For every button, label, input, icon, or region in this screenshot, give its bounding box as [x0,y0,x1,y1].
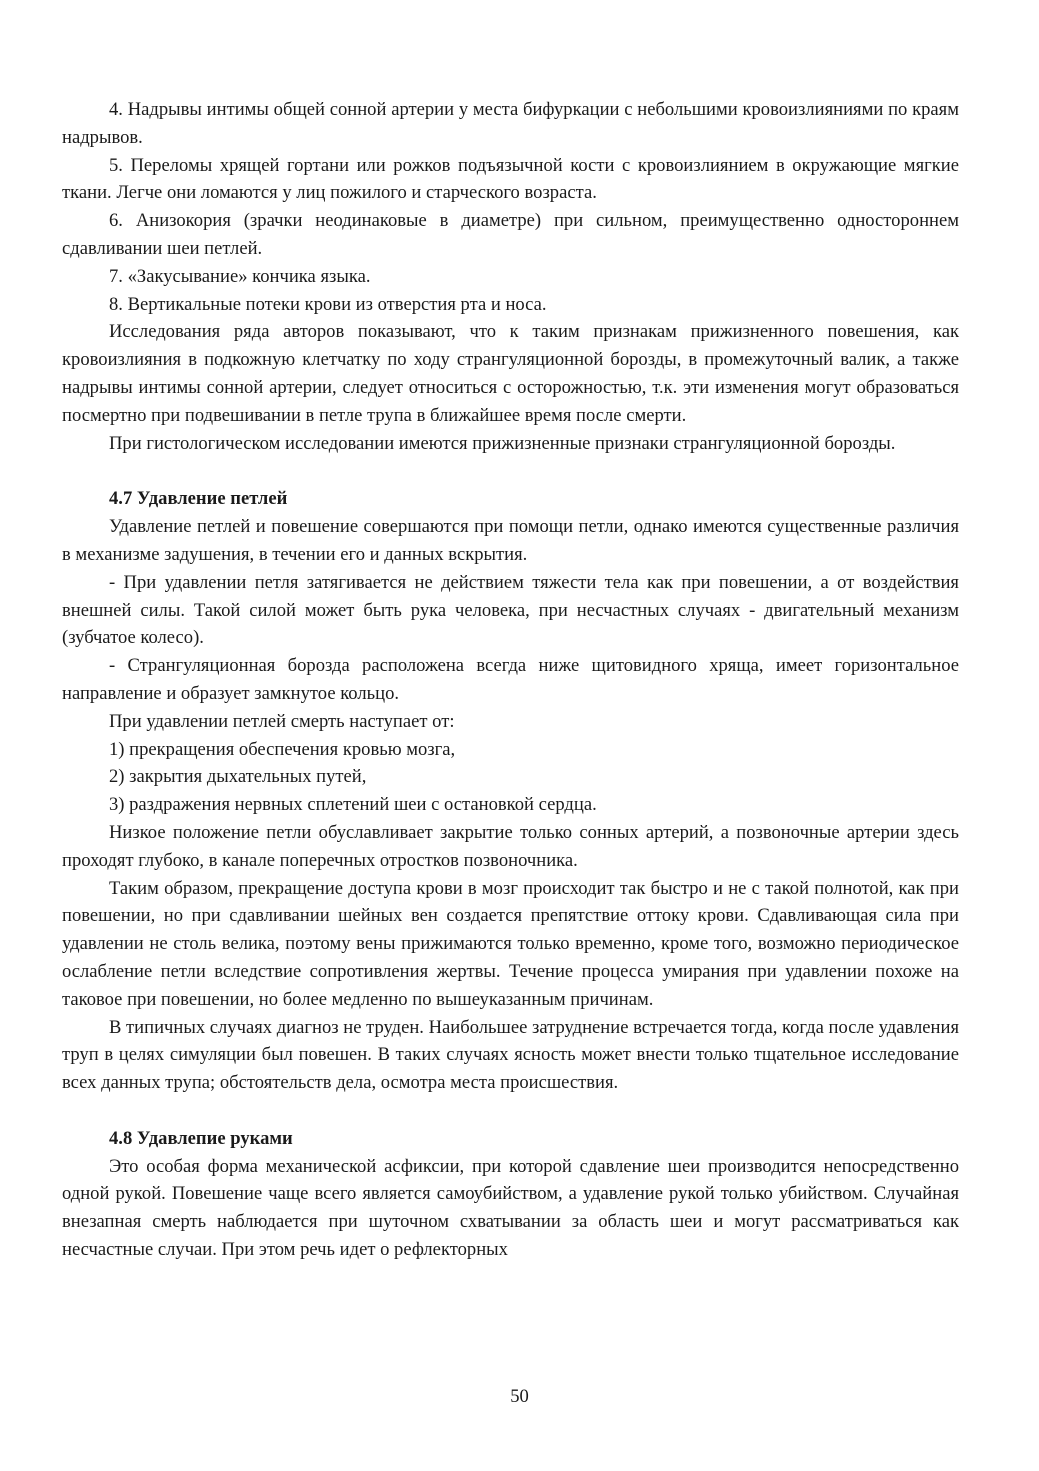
paragraph: 4. Надрывы интимы общей сонной артерии у места бифуркации с небольшими кровоизлияниями по краям надрывов. [62,99,959,148]
paragraph: Удавление петлей и повешение совершаются при помощи петли, однако имеются существенные различия в механизме задушения, в течении его и данных вскрытия. [62,516,959,565]
paragraph: Это особая форма механической асфиксии, при которой сдавление шеи производится непосредственно одной рукой. Повешение чаще всего является самоубийством, а удавление рукой только убийством. Случайная внезапная смерть наблюдается при шуточном схватывании за область шеи и могут рассматриваться как несчастные случаи. При этом речь идет о рефлекторных [62,1155,959,1261]
paragraph: - Странгуляционная борозда расположена всегда ниже щитовидного хряща, имеет горизонтальное направление и образует замкнутое кольцо. [62,655,959,704]
paragraph: При удавлении петлей смерть наступает от: [109,710,455,732]
list-item: 2) закрытия дыхательных путей, [109,766,367,788]
paragraph: Таким образом, прекращение доступа крови в мозг происходит так быстро и не с такой полнотой, как при повешении, но при сдавливании шейных вен создается препятствие оттоку крови. Сдавливающая сила при удавлении не столь велика, поэтому вены прижимаются только временно, кроме того, возможно периодическое ослабление петли вследствие сопротивления жертвы. Течение процесса умирания при удавлении похоже на таковое при повешении, но более медленно по вышеуказанным причинам. [62,877,959,1010]
section-gap [62,1097,959,1125]
section-heading-4-7: 4.7 Удавление петлей [109,488,288,510]
section-gap [62,457,959,485]
section-heading-4-8: 4.8 Удавлепие руками [109,1127,293,1149]
paragraph: 5. Переломы хрящей гортани или рожков подъязычной кости с кровоизлиянием в окружающие мягкие ткани. Легче они ломаются у лиц пожилого и старческого возраста. [62,154,959,204]
paragraph: Низкое положение петли обуславливает закрытие только сонных артерий, а позвоночные артерии здесь проходят глубоко, в канале поперечных отростков позвоночника. [62,821,959,871]
paragraph: - При удавлении петля затягивается не действием тяжести тела как при повешении, а от воздействия внешней силы. Такой силой может быть рука человека, при несчастных случаях - двигательный механизм (зубчатое колесо). [62,571,959,649]
page-number: 50 [510,1386,529,1407]
list-item: 3) раздражения нервных сплетений шеи с остановкой сердца. [109,794,597,816]
paragraph: При гистологическом исследовании имеются прижизненные признаки странгуляционной борозды. [109,432,896,454]
paragraph: Исследования ряда авторов показывают, что к таким признакам прижизненного повешения, как кровоизлияния в подкожную клетчатку по ходу странгуляционной борозды, в промежуточный валик, а также надрывы интимы сонной артерии, следует относиться с осторожностью, т.к. эти изменения могут образоваться посмертно при подвешивании в петле трупа в ближайшее время после смерти. [62,321,959,426]
document-page [62,96,959,1264]
paragraph: 7. «Закусывание» кончика языка. [109,265,371,287]
paragraph: 6. Анизокория (зрачки неодинаковые в диаметре) при сильном, преимущественно одностороннем сдавливании шеи петлей. [62,210,959,259]
paragraph: В типичных случаях диагноз не труден. Наибольшее затруднение встречается тогда, когда после удавления труп в целях симуляции был повешен. В таких случаях ясность может внести только тщательное исследование всех данных трупа; обстоятельств дела, осмотра места происшествия. [62,1016,959,1094]
list-item: 1) прекращения обеспечения кровью мозга, [109,738,456,760]
paragraph: 8. Вертикальные потеки крови из отверстия рта и носа. [109,293,547,315]
